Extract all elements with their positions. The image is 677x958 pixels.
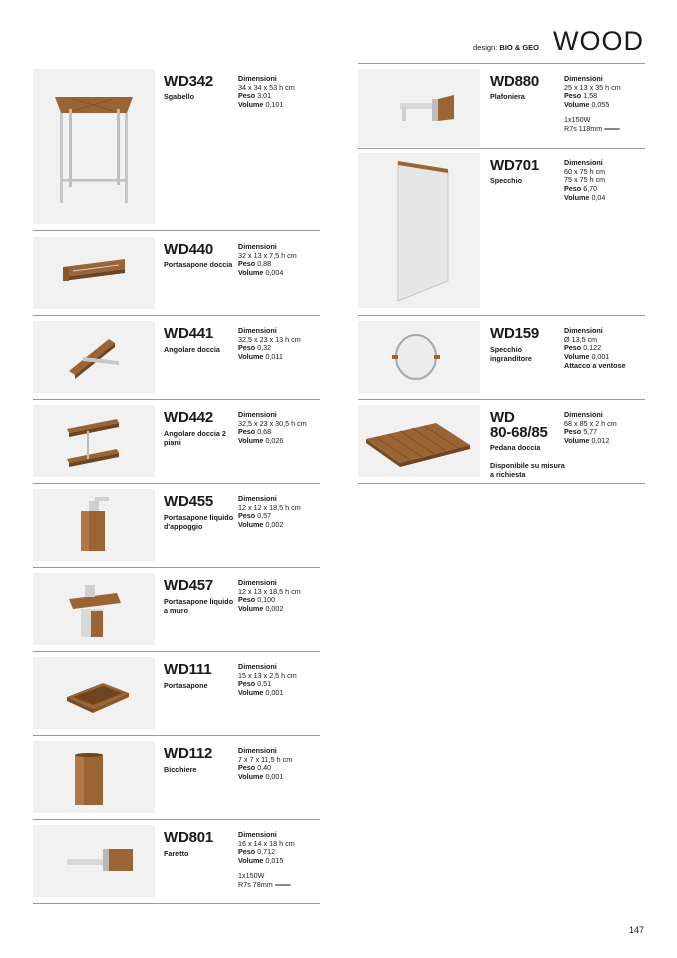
product-name: Portasapone [164,681,208,690]
product-photo-shower-soap-holder [33,237,155,309]
product-photo-mirror [358,153,480,308]
product-code: WD342 [164,73,214,90]
product-name: Portasapone doccia [164,260,233,269]
corner-shelf-2-image [33,405,155,477]
product-specs: Dimensioni 32,5 x 23 x 13 h cm Peso 0,32 Volume 0,011 [238,326,301,362]
product-name: Sgabello [164,92,194,101]
product-code: WD440 [164,241,214,258]
product-specs: Dimensioni 12 x 13 x 18,5 h cm Peso 0,100 Volume 0,002 [238,578,301,614]
product-code: WD455 [164,493,214,510]
product-code: WD 80-68/85 [490,409,548,441]
product-specs: Dimensioni 12 x 12 x 18,5 h cm Peso 0,57 Volume 0,002 [238,494,301,530]
item-rule [358,315,645,316]
product-specs: Dimensioni Ø 13,5 cm Peso 0,122 Volume 0,001 Attacco a ventose [564,326,626,370]
product-photo-tumbler [33,741,155,813]
product-code: WD880 [490,73,540,90]
stool-image [33,69,155,224]
product-code: WD159 [490,325,540,342]
header-rule [358,63,645,64]
bulb-icon [275,884,291,886]
spotlight-image [33,825,155,897]
item-rule [33,567,320,568]
product-name: Specchio ingranditore [490,345,532,363]
product-code: WD457 [164,577,214,594]
product-photo-spotlight [33,825,155,897]
item-rule [33,735,320,736]
product-photo-shower-mat [358,405,480,477]
magnifying-mirror-image [358,321,480,393]
product-name: Angolare doccia [164,345,220,354]
soap-dispenser-image [33,489,155,561]
product-specs: Dimensioni 34 x 34 x 53 h cm Peso 3,01 Volume 0,101 [238,74,295,110]
item-rule [33,903,320,904]
product-name: Pedana doccia [490,443,541,452]
product-photo-shower-corner-2-tier [33,405,155,477]
item-rule [33,315,320,316]
product-specs: Dimensioni 25 x 13 x 35 h cm Peso 1,58 Volume 0,055 1x150W R7s 118mm [564,74,621,133]
product-specs: Dimensioni 60 x 75 h cm 75 x 75 h cm Peso 6,70 Volume 0,04 [564,158,606,202]
collection-title: WOOD [553,26,644,56]
product-photo-liquid-soap-wall [33,573,155,645]
product-specs: Dimensioni 15 x 13 x 2,5 h cm Peso 0,51 Volume 0,001 [238,662,297,698]
product-code: WD801 [164,829,214,846]
page-number: 147 [628,925,644,935]
tumbler-image [33,741,155,813]
item-rule [358,148,645,149]
item-rule [358,483,645,484]
corner-shelf-image [33,321,155,393]
wall-dispenser-image [33,573,155,645]
product-photo-liquid-soap-standing [33,489,155,561]
product-name: Bicchiere [164,765,197,774]
product-photo-soap-dish [33,657,155,729]
product-specs: Dimensioni 16 x 14 x 18 h cm Peso 0,712 Volume 0,015 1x150W R7s 78mm [238,830,295,889]
product-specs: Dimensioni 32 x 13 x 7,5 h cm Peso 0,88 Volume 0,004 [238,242,297,278]
product-code: WD442 [164,409,214,426]
product-name: Portasapone liquido a muro [164,597,234,615]
designer-credit: design: BIO & GEO [473,43,539,52]
item-rule [33,483,320,484]
product-specs: Dimensioni 32,5 x 23 x 30,5 h cm Peso 0,68 Volume 0,026 [238,410,307,446]
product-name: Specchio [490,176,522,185]
product-photo-stool [33,69,155,224]
product-name: Plafoniera [490,92,525,101]
soap-dish-image [33,657,155,729]
item-rule [33,399,320,400]
product-code: WD701 [490,157,540,174]
bulb-icon [604,128,620,130]
soap-holder-image [33,237,155,309]
product-photo-ceiling-lamp [358,69,480,147]
ceiling-lamp-image [358,69,480,147]
mirror-image [358,153,480,308]
item-rule [33,651,320,652]
product-name: Angolare doccia 2 piani [164,429,226,447]
product-photo-magnifying-mirror [358,321,480,393]
item-rule [33,230,320,231]
item-rule [358,399,645,400]
product-name: Portasapone liquido d'appoggio [164,513,234,531]
product-specs: Dimensioni 68 x 85 x 2 h cm Peso 5,77 Volume 0,012 [564,410,617,446]
product-photo-shower-corner [33,321,155,393]
product-name: Faretto [164,849,189,858]
product-code: WD112 [164,745,213,762]
product-specs: Dimensioni 7 x 7 x 11,5 h cm Peso 0,40 Volume 0,001 [238,746,293,782]
shower-mat-image [358,405,480,477]
product-code: WD441 [164,325,214,342]
product-code: WD111 [164,661,212,678]
page-header [473,28,644,55]
availability-note: Disponibile su misura a richiesta [490,461,565,479]
item-rule [33,819,320,820]
